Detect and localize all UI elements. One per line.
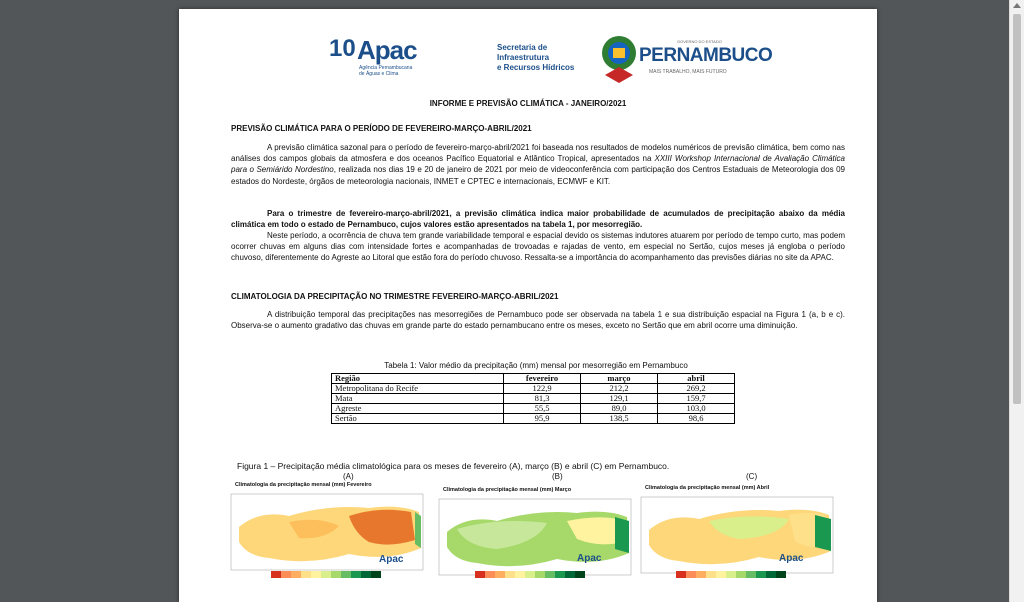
legend-swatch [475, 571, 485, 578]
table-caption: Tabela 1: Valor médio da precipitação (mm) mensal por mesorregião em Pernambuco [384, 361, 688, 370]
apac-logo-subtitle: Agência Pernambucana de Águas e Clima [359, 65, 413, 77]
legend-swatch [716, 571, 726, 578]
pernambuco-coat-of-arms-icon [599, 31, 639, 85]
legend-swatch [726, 571, 736, 578]
map-title: Climatologia da precipitação mensal (mm) Abril [645, 485, 770, 491]
table-cell: 129,1 [581, 394, 658, 404]
table-row [332, 414, 735, 424]
section1-paragraph-3: Neste período, a ocorrência de chuva tem grande variabilidade temporal e espacial devido os sistemas indutores atuarem por período de tempo curto, mas podem ocorrer chuvas em alguns dias com intensidade fortes e acompanhadas de trovoadas e rajadas de vento, em especial no Sertão, cujos meses já engloba o período chuvoso, diferentemente do Agreste ao Litoral que estão fora do período chuvoso. Ressalta-se a importância do acompanhamento das previsões diárias no site da APAC. [231, 231, 845, 263]
table-cell: 159,7 [658, 394, 735, 404]
table-header-cell: abril [658, 374, 735, 384]
table-cell: Mata [332, 394, 504, 404]
legend-swatch [311, 571, 321, 578]
vertical-scrollbar[interactable] [1009, 0, 1024, 602]
table-header-cell: fevereiro [504, 374, 581, 384]
legend-swatch [706, 571, 716, 578]
legend-swatch [371, 571, 381, 578]
legend-swatch [686, 571, 696, 578]
section1-paragraph-2: Para o trimestre de fevereiro-março-abril/2021, a previsão climática indica maior probabilidade de acumulados de precipitação abaixo da média climática em todo o estado de Pernambuco, cujos valores estão apresentados na tabela 1, por mesorregião. [231, 209, 845, 230]
legend-swatch [676, 571, 686, 578]
legend-swatch [575, 571, 585, 578]
legend-swatch [565, 571, 575, 578]
legend-swatch [301, 571, 311, 578]
map-apac-badge: Apac [779, 553, 804, 564]
table-cell: 55,5 [504, 404, 581, 414]
table-cell: 212,2 [581, 384, 658, 394]
map-legend-a [271, 571, 381, 578]
map-label-c: (C) [746, 472, 758, 481]
apac-logo: Apac [357, 35, 417, 65]
legend-swatch [756, 571, 766, 578]
legend-swatch [281, 571, 291, 578]
table-cell: Metropolitana do Recife [332, 384, 504, 394]
secretaria-logo [497, 43, 574, 73]
section2-paragraph-1: A distribuição temporal das precipitações nas mesorregiões de Pernambuco pode ser observada na tabela 1 e sua distribuição espacial na Figura 1 (a, b e c). Observa-se o aumento gradativo das chuvas em grande parte do estado pernambucano entre os meses, exceto no Sertão que em abril ocorre uma diminuição. [231, 310, 845, 331]
pernambuco-logo: PERNAMBUCO [639, 45, 773, 66]
legend-swatch [515, 571, 525, 578]
legend-swatch [495, 571, 505, 578]
document-title: INFORME E PREVISÃO CLIMÁTICA - JANEIRO/2021 [429, 99, 627, 108]
legend-swatch [746, 571, 756, 578]
map-apac-badge: Apac [379, 554, 404, 565]
legend-swatch [535, 571, 545, 578]
table-header-cell: Região [332, 374, 504, 384]
secretaria-line-2: Infraestrutura [497, 53, 550, 62]
legend-swatch [331, 571, 341, 578]
legend-swatch [271, 571, 281, 578]
legend-swatch [525, 571, 535, 578]
secretaria-line-1: Secretaria de [497, 43, 548, 52]
legend-swatch [361, 571, 371, 578]
table-cell: 103,0 [658, 404, 735, 414]
legend-swatch [555, 571, 565, 578]
scrollbar-thumb[interactable] [1013, 14, 1021, 404]
header-logos [329, 29, 779, 89]
map-apac-badge: Apac [577, 553, 602, 564]
legend-swatch [696, 571, 706, 578]
table-cell: 81,3 [504, 394, 581, 404]
pernambuco-slogan: MAIS TRABALHO, MAIS FUTURO [649, 69, 727, 75]
pernambuco-government-label: GOVERNO DO ESTADO [677, 39, 722, 44]
table-row [332, 404, 735, 414]
figure-caption: Figura 1 – Precipitação média climatológica para os meses de fevereiro (A), março (B) e abril (C) em Pernambuco. [237, 461, 670, 471]
table-cell: 138,5 [581, 414, 658, 424]
legend-swatch [341, 571, 351, 578]
legend-swatch [545, 571, 555, 578]
map-label-b: (B) [552, 472, 563, 481]
table-cell: 95,9 [504, 414, 581, 424]
map-march-image [437, 487, 633, 577]
map-label-a: (A) [343, 472, 354, 481]
legend-swatch [485, 571, 495, 578]
legend-swatch [766, 571, 776, 578]
legend-swatch [505, 571, 515, 578]
legend-swatch [776, 571, 786, 578]
map-title: Climatologia da precipitação mensal (mm) Fevereiro [235, 482, 372, 488]
table-row [332, 384, 735, 394]
secretaria-line-3: e Recursos Hídricos [497, 63, 575, 72]
table-cell: Agreste [332, 404, 504, 414]
legend-swatch [291, 571, 301, 578]
map-april-image [639, 485, 835, 575]
document-page [179, 9, 877, 602]
table-cell: Sertão [332, 414, 504, 424]
map-legend-c [676, 571, 786, 578]
table-cell: 89,0 [581, 404, 658, 414]
table-row [332, 394, 735, 404]
legend-swatch [736, 571, 746, 578]
table-cell: 98,6 [658, 414, 735, 424]
apac-logo-number: 10 [329, 35, 356, 62]
scroll-up-arrow-icon[interactable] [1013, 3, 1021, 8]
legend-swatch [321, 571, 331, 578]
map-february [229, 482, 425, 584]
section1-heading: PREVISÃO CLIMÁTICA PARA O PERÍODO DE FEVEREIRO-MARÇO-ABRIL/2021 [231, 124, 532, 133]
table-cell: 269,2 [658, 384, 735, 394]
table-header-cell: março [581, 374, 658, 384]
precipitation-table [331, 373, 735, 424]
table-header-row [332, 374, 735, 384]
section2-heading: CLIMATOLOGIA DA PRECIPITAÇÃO NO TRIMESTRE FEVEREIRO-MARÇO-ABRIL/2021 [231, 292, 559, 301]
section1-paragraph-1: A previsão climática sazonal para o período de fevereiro-março-abril/2021 foi baseada nos resultados de modelos numéricos de previsão climática, bem como nas análises dos campos globais da atmosfera e dos oceanos Pacífico Equatorial e Atlântico Tropical, apresentados na XXIII Workshop Internacional de Avaliação Climática para o Semiárido Nordestino, realizada nos dias 19 e 20 de janeiro de 2021 por meio de videoconferência com participação dos Centros Estaduais de Meteorologia dos 09 estados do Nordeste, órgãos de meteorologia nacionais, INMET e CPTEC e internacionais, ECMWF e KIT. [231, 143, 846, 186]
map-legend-b [475, 571, 585, 578]
table-cell: 122,9 [504, 384, 581, 394]
map-title: Climatologia da precipitação mensal (mm) Março [443, 487, 572, 493]
legend-swatch [351, 571, 361, 578]
